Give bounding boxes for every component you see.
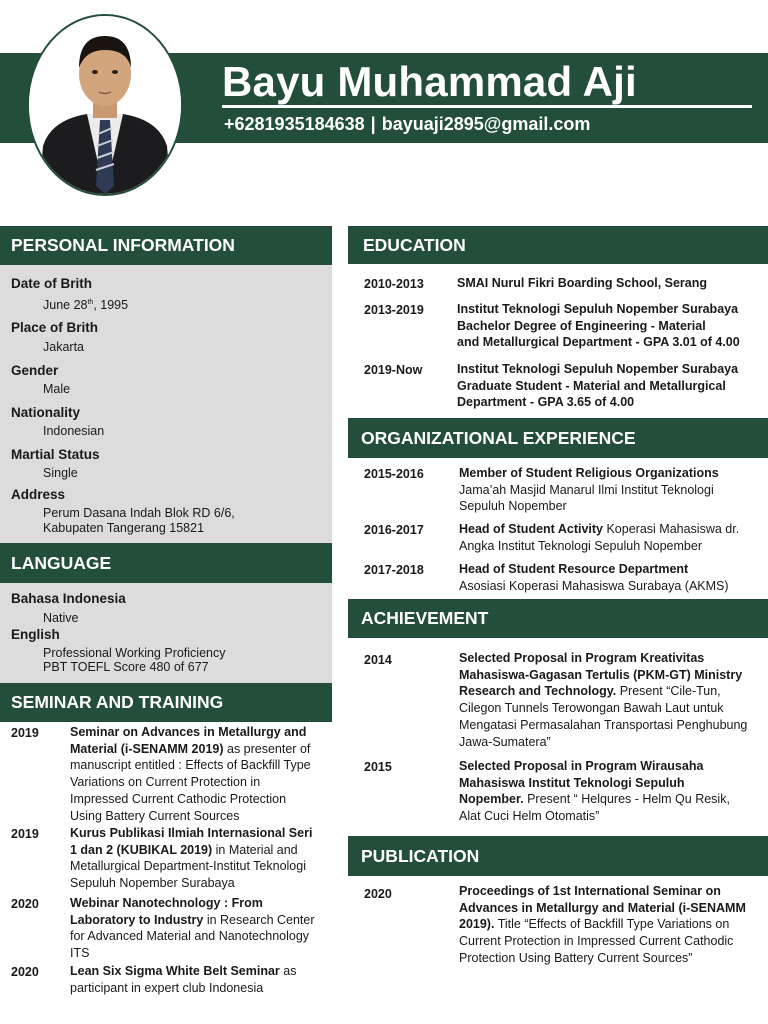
seminar-entry [70, 724, 320, 824]
education-line: Institut Teknologi Sepuluh Nopember Surabaya [457, 302, 739, 316]
organization-entry [459, 521, 749, 554]
nationality-label: Nationality [11, 405, 81, 420]
achievement-year: 2015 [364, 760, 392, 774]
organization-detail: Jama’ah Masjid Manarul Ilmi Institut Teknologi Sepuluh Nopember [459, 482, 714, 514]
education-line: Bachelor Degree of Engineering - Material [457, 318, 706, 333]
achievement-title: Selected Proposal in Program Kreativitas Mahasiswa-Gagasan Tertulis (PKM-GT) Ministry Research and Technology. [459, 651, 743, 699]
date-of-birth-value [43, 295, 128, 313]
section-header-personal-information: PERSONAL INFORMATION [0, 226, 332, 265]
achievement-detail: Present “Cile-Tun, Cilegon Tunnels Terowongan Bawah Laut untuk Mengatasi Permasalahan Transportasi Penghubung Jawa-Sumatera” [459, 684, 748, 749]
education-line: SMAI Nurul Fikri Boarding School, Serang [457, 276, 708, 290]
organization-detail: Koperasi Mahasiswa dr. Angka Institut Teknologi Sepuluh Nopember [459, 522, 740, 553]
education-line: Department - GPA 3.65 of 4.00 [457, 395, 635, 410]
seminar-title: Webinar Nanotechnology : From Laboratory to Industry [70, 896, 263, 927]
language-2-value-1: Professional Working Proficiency [43, 646, 226, 660]
publication-title: Proceedings of 1st International Seminar on Advances in Metallurgy and Material (i-SENAMM 2019). [459, 884, 746, 932]
section-header-education: EDUCATION [348, 226, 768, 264]
organization-entry [459, 561, 749, 594]
organization-entry [459, 465, 749, 515]
section-header-language: LANGUAGE [0, 543, 332, 583]
contact-separator: | [370, 114, 376, 134]
language-2-label: English [11, 627, 60, 642]
education-line: Graduate Student - Material and Metallurgical [457, 378, 726, 393]
nationality-value: Indonesian [43, 424, 105, 438]
education-entry [457, 361, 762, 411]
seminar-entry [70, 963, 320, 996]
education-entry [457, 275, 762, 292]
seminar-year: 2020 [11, 965, 39, 979]
education-year: 2010-2013 [364, 277, 424, 291]
achievement-title: Selected Proposal in Program Wirausaha Mahasiswa Institut Teknologi Sepuluh Nopember. [459, 759, 704, 807]
publication-entry [459, 883, 753, 967]
seminar-detail: in Research Center for Advanced Material and Nanotechnology ITS [70, 912, 315, 961]
contact-line [224, 114, 590, 135]
education-entry [457, 301, 762, 351]
achievement-entry [459, 758, 749, 825]
organization-role: Member of Student Religious Organizations [459, 466, 719, 480]
place-of-birth-value: Jakarta [43, 340, 84, 354]
section-header-publication: PUBLICATION [348, 836, 768, 876]
organization-year: 2016-2017 [364, 523, 424, 537]
date-of-birth-suffix: th [87, 299, 94, 306]
date-of-birth-year: , 1995 [93, 298, 129, 313]
publication-year: 2020 [364, 887, 392, 901]
person-name: Bayu Muhammad Aji [222, 58, 637, 105]
organization-role: Head of Student Activity [459, 522, 603, 536]
seminar-year: 2019 [11, 726, 39, 740]
seminar-detail: in Material and Metallurgical Department-Institut Teknologi Sepuluh Nopember Surabaya [70, 842, 306, 891]
section-header-organizational-experience: ORGANIZATIONAL EXPERIENCE [348, 418, 768, 458]
seminar-title: Lean Six Sigma White Belt Seminar [70, 964, 280, 978]
address-line-1: Perum Dasana Indah Blok RD 6/6, [43, 506, 235, 520]
marital-status-value: Single [43, 466, 78, 480]
seminar-entry [70, 895, 320, 962]
organization-detail: Asosiasi Koperasi Mahasiswa Surabaya (AKMS) [459, 578, 729, 593]
education-line: and Metallurgical Department - GPA 3.01 of 4.00 [457, 335, 740, 350]
organization-year: 2017-2018 [364, 563, 424, 577]
education-year: 2013-2019 [364, 303, 424, 317]
name-underline [222, 105, 752, 108]
section-header-seminar-training: SEMINAR AND TRAINING [0, 683, 332, 722]
organization-role: Head of Student Resource Department [459, 562, 689, 576]
organization-year: 2015-2016 [364, 467, 424, 481]
language-1-label: Bahasa Indonesia [11, 591, 126, 606]
gender-value: Male [43, 382, 71, 396]
seminar-year: 2020 [11, 897, 39, 911]
seminar-year: 2019 [11, 827, 39, 841]
language-2-value-2: PBT TOEFL Score 480 of 677 [43, 660, 209, 674]
marital-status-label: Martial Status [11, 447, 100, 462]
section-header-achievement: ACHIEVEMENT [348, 599, 768, 638]
address-label: Address [11, 487, 66, 502]
education-line: Institut Teknologi Sepuluh Nopember Surabaya [457, 362, 739, 376]
seminar-detail: as participant in expert club Indonesia [70, 964, 297, 995]
date-of-birth-day: June 28 [43, 298, 88, 313]
language-1-value: Native [43, 611, 79, 625]
profile-photo-image [29, 16, 181, 194]
address-line-2: Kabupaten Tangerang 15821 [43, 521, 205, 535]
seminar-title: Kurus Publikasi Ilmiah Internasional Seri 1 dan 2 (KUBIKAL 2019) [70, 826, 313, 857]
seminar-detail: as presenter of manuscript entitled : Effects of Backfill Type Variations on Current Protection in Impressed Current Cathodic Protection Using Battery Current Sources [70, 741, 311, 823]
email-address: bayuaji2895@gmail.com [381, 114, 591, 134]
place-of-birth-label: Place of Brith [11, 320, 99, 335]
seminar-title: Seminar on Advances in Metallurgy and Material (i-SENAMM 2019) [70, 725, 307, 756]
profile-photo [27, 14, 183, 196]
education-year: 2019-Now [364, 363, 423, 377]
achievement-year: 2014 [364, 653, 392, 667]
date-of-birth-label: Date of Brith [11, 276, 92, 291]
publication-detail: Title “Effects of Backfill Type Variations on Current Protection in Impressed Current Cathodic Protection Using Battery Current Sources” [459, 917, 734, 965]
seminar-entry [70, 825, 320, 892]
gender-label: Gender [11, 363, 59, 378]
phone-number: +6281935184638 [224, 114, 365, 134]
achievement-entry [459, 650, 749, 750]
achievement-detail: Present “ Helqures - Helm Qu Resik, Alat Cuci Helm Otomatis” [459, 792, 730, 824]
